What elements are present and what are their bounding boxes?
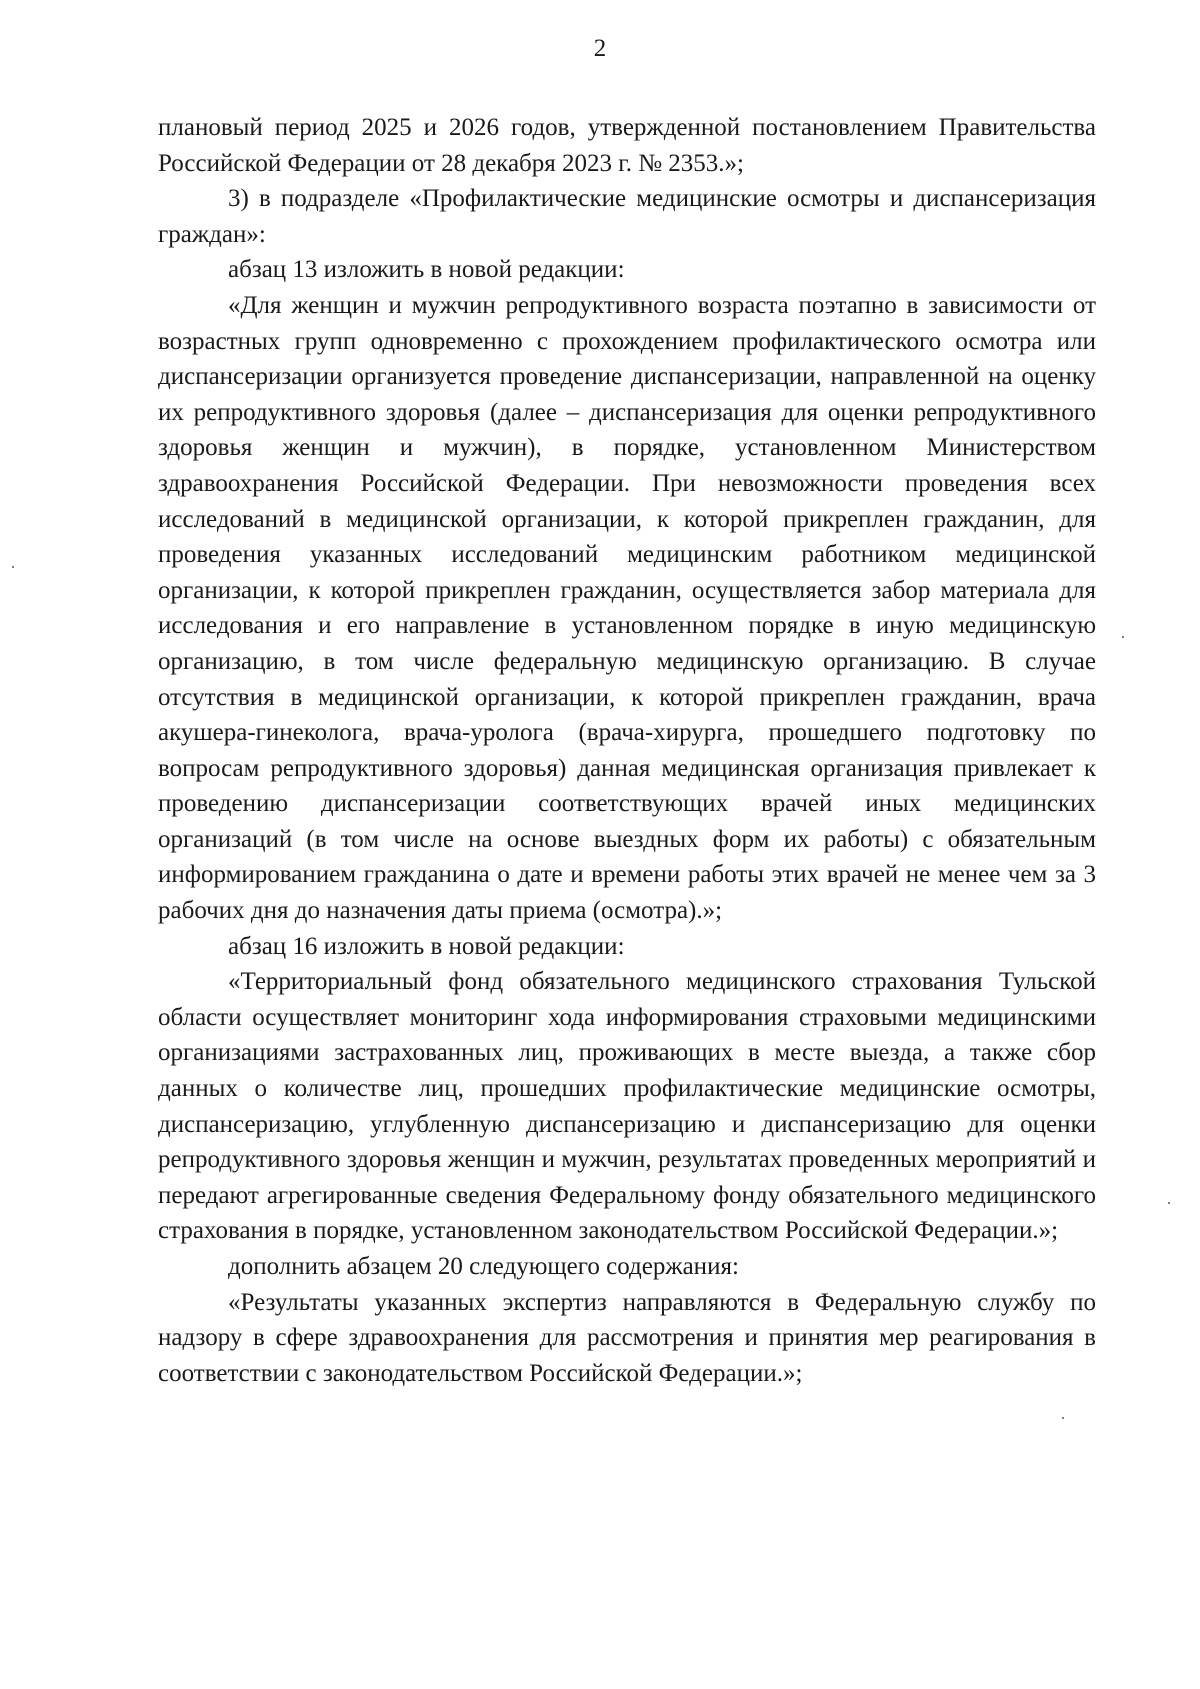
scan-speck [1168,1202,1170,1204]
paragraph: 3) в подразделе «Профилактические медицинские осмотры и диспансеризация граждан»: [158,185,1096,248]
paragraph: «Территориальный фонд обязательного медицинского страхования Тульской области осуществляет мониторинг хода информирования страховыми медицинскими организациями застрахованных лиц, проживающих в месте выезда, а также сбор данных о количестве лиц, прошедших профилактические медицинские осмотры, диспансеризацию, углубленную диспансеризацию и диспансеризацию для оценки репродуктивного здоровья женщин и мужчин, результатах проведенных мероприятий и передают агрегированные сведения Федеральному фонду обязательного медицинского страхования в порядке, установленном законодательством Российской Федерации.»; [158,968,1096,1245]
paragraph: «Для женщин и мужчин репродуктивного возраста поэтапно в зависимости от возрастных групп одновременно с прохождением профилактического осмотра или диспансеризации организуется проведение диспансеризации, направленной на оценку их репродуктивного здоровья (далее – диспансеризация для оценки репродуктивного здоровья женщин и мужчин), в порядке, установленном Министерством здравоохранения Российской Федерации. При невозможности проведения всех исследований в медицинской организации, к которой прикреплен гражданин, для проведения указанных исследований медицинским работником медицинской организации, к которой прикреплен гражданин, осуществляется забор материала для исследования и его направление в установленном порядке в иную медицинскую организацию, в том числе федеральную медицинскую организацию. В случае отсутствия в медицинской организации, к которой прикреплен гражданин, врача акушера-гинеколога, врача-уролога (врача-хирурга, прошедшего подготовку по вопросам репродуктивного здоровья) данная медицинская организация привлекает к проведению диспансеризации соответствующих врачей иных медицинских организаций (в том числе на основе выездных форм их работы) с обязательным информированием гражданина о дате и времени работы этих врачей не менее чем за 3 рабочих дня до назначения даты приема (осмотра).»; [158,291,1096,925]
paragraph: плановый период 2025 и 2026 годов, утвержденной постановлением Правительства Российской Федерации от 28 декабря 2023 г. № 2353.»; [158,114,1096,177]
page-number: 2 [593,35,607,62]
scan-speck [1122,636,1124,638]
scan-speck [12,566,14,568]
paragraph: абзац 16 изложить в новой редакции: [228,932,625,960]
paragraph: «Результаты указанных экспертиз направляются в Федеральную службу по надзору в сфере здравоохранения для рассмотрения и принятия мер реагирования в соответствии с законодательством Российской Федерации.»; [158,1288,1096,1387]
document-body [158,110,1096,1391]
paragraph: абзац 13 изложить в новой редакции: [228,256,625,284]
scan-speck [1062,1417,1064,1419]
paragraph: дополнить абзацем 20 следующего содержания: [228,1253,739,1280]
